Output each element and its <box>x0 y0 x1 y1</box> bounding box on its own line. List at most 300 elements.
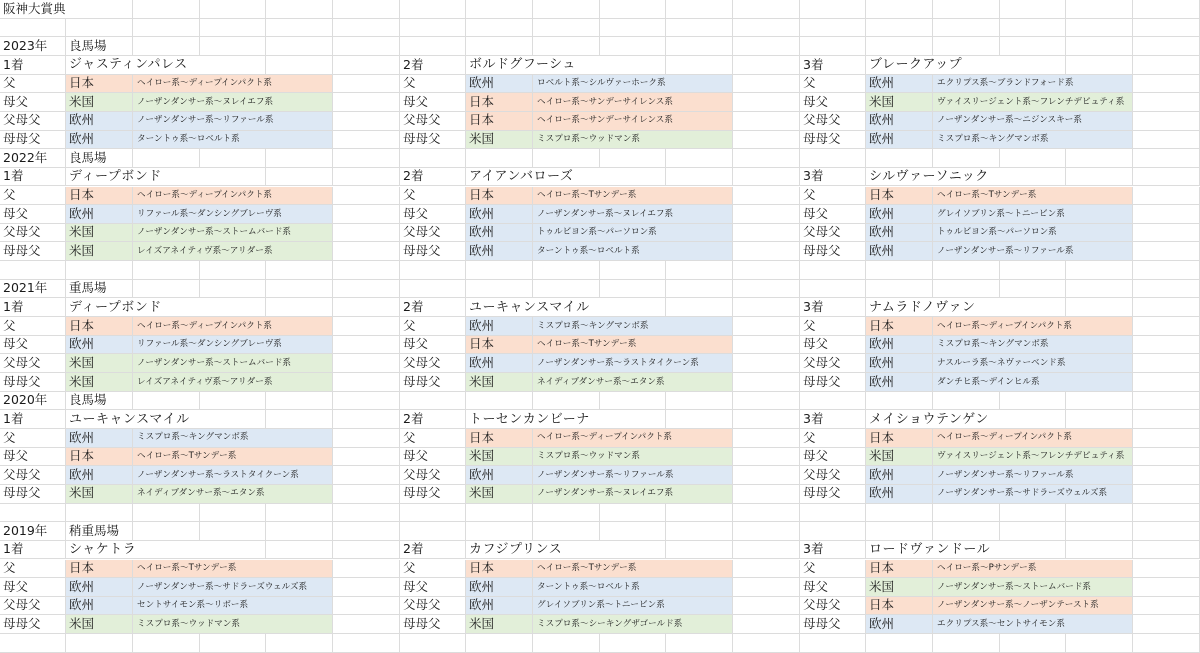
grid-cell[interactable] <box>1000 504 1066 523</box>
track-condition[interactable]: 重馬場 <box>66 280 133 299</box>
region-cell[interactable]: 米国 <box>466 615 533 634</box>
sire-line-cell[interactable]: ノーザンダンサー系〜ストームバード系 <box>133 224 333 243</box>
sire-line-cell[interactable]: リファール系〜ダンシングブレーヴ系 <box>133 336 333 355</box>
sire-line-cell[interactable]: ナスルーラ系〜ネヴァーベンド系 <box>933 354 1133 373</box>
pedigree-relation[interactable]: 母父 <box>800 93 866 112</box>
grid-cell[interactable] <box>1066 37 1133 56</box>
grid-cell[interactable] <box>133 522 200 541</box>
grid-cell[interactable] <box>1133 410 1200 429</box>
finish-place[interactable]: 3着 <box>800 410 866 429</box>
finish-place[interactable]: 3着 <box>800 541 866 560</box>
grid-cell[interactable] <box>266 0 333 19</box>
region-cell[interactable]: 米国 <box>466 131 533 150</box>
grid-cell[interactable] <box>600 280 666 299</box>
grid-cell[interactable] <box>933 522 1000 541</box>
sire-line-cell[interactable]: ヴァイスリージェント系〜フレンチデピュティ系 <box>933 448 1133 467</box>
grid-cell[interactable] <box>733 19 800 38</box>
track-condition[interactable]: 良馬場 <box>66 149 133 168</box>
sire-line-cell[interactable]: グレイソブリン系〜トニービン系 <box>933 205 1133 224</box>
grid-cell[interactable] <box>133 0 200 19</box>
grid-cell[interactable] <box>1133 317 1200 336</box>
region-cell[interactable]: 欧州 <box>866 224 933 243</box>
grid-cell[interactable] <box>866 19 933 38</box>
grid-cell[interactable] <box>1066 392 1133 411</box>
grid-cell[interactable] <box>466 19 533 38</box>
grid-cell[interactable] <box>333 541 400 560</box>
grid-cell[interactable] <box>666 168 733 187</box>
region-cell[interactable]: 欧州 <box>866 615 933 634</box>
region-cell[interactable]: 欧州 <box>66 336 133 355</box>
region-cell[interactable]: 米国 <box>866 93 933 112</box>
sire-line-cell[interactable]: ノーザンダンサー系〜リファール系 <box>133 112 333 131</box>
grid-cell[interactable] <box>1066 541 1133 560</box>
horse-name[interactable]: トーセンカンビーナ <box>466 410 666 429</box>
grid-cell[interactable] <box>733 242 800 261</box>
grid-cell[interactable] <box>133 392 200 411</box>
grid-cell[interactable] <box>866 504 933 523</box>
horse-name[interactable]: ディープボンド <box>66 298 266 317</box>
grid-cell[interactable] <box>1133 392 1200 411</box>
pedigree-relation[interactable]: 母母父 <box>400 242 466 261</box>
region-cell[interactable]: 米国 <box>466 448 533 467</box>
grid-cell[interactable] <box>266 19 333 38</box>
grid-cell[interactable] <box>1066 19 1133 38</box>
grid-cell[interactable] <box>733 336 800 355</box>
grid-cell[interactable] <box>733 317 800 336</box>
sire-line-cell[interactable]: ミスプロ系〜シーキングザゴールド系 <box>533 615 733 634</box>
grid-cell[interactable] <box>266 504 333 523</box>
pedigree-relation[interactable]: 父 <box>0 75 66 94</box>
pedigree-relation[interactable]: 母母父 <box>400 131 466 150</box>
grid-cell[interactable] <box>1000 0 1066 19</box>
sire-line-cell[interactable]: ヘイロー系〜サンデーサイレンス系 <box>533 112 733 131</box>
grid-cell[interactable] <box>333 429 400 448</box>
region-cell[interactable]: 欧州 <box>466 466 533 485</box>
grid-cell[interactable] <box>333 112 400 131</box>
sire-line-cell[interactable]: ミスプロ系〜ウッドマン系 <box>533 448 733 467</box>
grid-cell[interactable] <box>333 187 400 206</box>
grid-cell[interactable] <box>666 522 733 541</box>
grid-cell[interactable] <box>733 75 800 94</box>
grid-cell[interactable] <box>1000 37 1066 56</box>
pedigree-relation[interactable]: 父母父 <box>0 597 66 616</box>
pedigree-relation[interactable]: 母母父 <box>800 242 866 261</box>
sire-line-cell[interactable]: ヘイロー系〜Tサンデー系 <box>133 448 333 467</box>
region-cell[interactable]: 日本 <box>466 560 533 579</box>
grid-cell[interactable] <box>133 149 200 168</box>
grid-cell[interactable] <box>733 37 800 56</box>
grid-cell[interactable] <box>733 504 800 523</box>
track-condition[interactable]: 稍重馬場 <box>66 522 133 541</box>
region-cell[interactable]: 米国 <box>66 615 133 634</box>
grid-cell[interactable] <box>333 578 400 597</box>
year-label[interactable]: 2023年 <box>0 37 66 56</box>
grid-cell[interactable] <box>933 261 1000 280</box>
grid-cell[interactable] <box>533 280 600 299</box>
grid-cell[interactable] <box>333 168 400 187</box>
pedigree-relation[interactable]: 母父 <box>400 578 466 597</box>
finish-place[interactable]: 1着 <box>0 298 66 317</box>
sire-line-cell[interactable]: トゥルビヨン系〜パーソロン系 <box>533 224 733 243</box>
region-cell[interactable]: 欧州 <box>866 373 933 392</box>
pedigree-relation[interactable]: 父母父 <box>0 112 66 131</box>
grid-cell[interactable] <box>133 37 200 56</box>
finish-place[interactable]: 2着 <box>400 541 466 560</box>
region-cell[interactable]: 欧州 <box>466 205 533 224</box>
grid-cell[interactable] <box>333 131 400 150</box>
sire-line-cell[interactable]: ネイディブダンサー系〜エタン系 <box>133 485 333 504</box>
grid-cell[interactable] <box>1066 280 1133 299</box>
sire-line-cell[interactable]: ノーザンダンサー系〜ニジンスキー系 <box>933 112 1133 131</box>
grid-cell[interactable] <box>1000 392 1066 411</box>
region-cell[interactable]: 米国 <box>466 485 533 504</box>
grid-cell[interactable] <box>733 485 800 504</box>
grid-cell[interactable] <box>466 0 533 19</box>
grid-cell[interactable] <box>200 0 266 19</box>
sire-line-cell[interactable]: ミスプロ系〜ウッドマン系 <box>533 131 733 150</box>
grid-cell[interactable] <box>733 0 800 19</box>
region-cell[interactable]: 日本 <box>66 317 133 336</box>
grid-cell[interactable] <box>666 298 733 317</box>
finish-place[interactable]: 1着 <box>0 56 66 75</box>
region-cell[interactable]: 欧州 <box>466 578 533 597</box>
grid-cell[interactable] <box>1133 615 1200 634</box>
horse-name[interactable]: ボルドグフーシュ <box>466 56 666 75</box>
grid-cell[interactable] <box>800 392 866 411</box>
pedigree-relation[interactable]: 母父 <box>400 336 466 355</box>
grid-cell[interactable] <box>533 0 600 19</box>
pedigree-relation[interactable]: 父母父 <box>400 354 466 373</box>
grid-cell[interactable] <box>666 541 733 560</box>
grid-cell[interactable] <box>0 504 66 523</box>
grid-cell[interactable] <box>466 522 533 541</box>
grid-cell[interactable] <box>200 392 266 411</box>
pedigree-relation[interactable]: 母母父 <box>800 373 866 392</box>
pedigree-relation[interactable]: 父 <box>800 560 866 579</box>
finish-place[interactable]: 1着 <box>0 541 66 560</box>
sire-line-cell[interactable]: ネイディブダンサー系〜エタン系 <box>533 373 733 392</box>
sire-line-cell[interactable]: ダンチヒ系〜デインヒル系 <box>933 373 1133 392</box>
region-cell[interactable]: 日本 <box>466 93 533 112</box>
sire-line-cell[interactable]: ターントゥ系〜ロベルト系 <box>533 578 733 597</box>
region-cell[interactable]: 欧州 <box>66 112 133 131</box>
grid-cell[interactable] <box>666 0 733 19</box>
grid-cell[interactable] <box>333 261 400 280</box>
pedigree-relation[interactable]: 母父 <box>400 205 466 224</box>
pedigree-relation[interactable]: 父 <box>800 187 866 206</box>
grid-cell[interactable] <box>1133 466 1200 485</box>
horse-name[interactable]: ブレークアップ <box>866 56 1066 75</box>
sire-line-cell[interactable]: ノーザンダンサー系〜ヌレイエフ系 <box>133 93 333 112</box>
grid-cell[interactable] <box>866 280 933 299</box>
grid-cell[interactable] <box>133 280 200 299</box>
pedigree-relation[interactable]: 母父 <box>0 205 66 224</box>
grid-cell[interactable] <box>1133 19 1200 38</box>
region-cell[interactable]: 欧州 <box>66 205 133 224</box>
region-cell[interactable]: 米国 <box>866 448 933 467</box>
region-cell[interactable]: 米国 <box>466 373 533 392</box>
grid-cell[interactable] <box>666 149 733 168</box>
region-cell[interactable]: 欧州 <box>866 466 933 485</box>
horse-name[interactable]: ディープボンド <box>66 168 266 187</box>
sire-line-cell[interactable]: ノーザンダンサー系〜ノーザンテースト系 <box>933 597 1133 616</box>
grid-cell[interactable] <box>666 261 733 280</box>
grid-cell[interactable] <box>533 392 600 411</box>
grid-cell[interactable] <box>1133 504 1200 523</box>
grid-cell[interactable] <box>266 261 333 280</box>
grid-cell[interactable] <box>733 298 800 317</box>
horse-name[interactable]: メイショウテンゲン <box>866 410 1066 429</box>
grid-cell[interactable] <box>1000 149 1066 168</box>
pedigree-relation[interactable]: 父母父 <box>800 112 866 131</box>
grid-cell[interactable] <box>600 0 666 19</box>
region-cell[interactable]: 欧州 <box>66 466 133 485</box>
grid-cell[interactable] <box>733 448 800 467</box>
region-cell[interactable]: 米国 <box>66 242 133 261</box>
grid-cell[interactable] <box>733 429 800 448</box>
pedigree-relation[interactable]: 母母父 <box>400 485 466 504</box>
grid-cell[interactable] <box>733 466 800 485</box>
pedigree-relation[interactable]: 父 <box>400 429 466 448</box>
sire-line-cell[interactable]: ヘイロー系〜Tサンデー系 <box>533 187 733 206</box>
grid-cell[interactable] <box>266 56 333 75</box>
grid-cell[interactable] <box>1133 0 1200 19</box>
region-cell[interactable]: 米国 <box>66 373 133 392</box>
grid-cell[interactable] <box>1133 522 1200 541</box>
grid-cell[interactable] <box>466 261 533 280</box>
region-cell[interactable]: 欧州 <box>466 224 533 243</box>
grid-cell[interactable] <box>866 261 933 280</box>
grid-cell[interactable] <box>133 19 200 38</box>
grid-cell[interactable] <box>1133 429 1200 448</box>
grid-cell[interactable] <box>933 0 1000 19</box>
region-cell[interactable]: 欧州 <box>466 75 533 94</box>
grid-cell[interactable] <box>1000 280 1066 299</box>
year-label[interactable]: 2020年 <box>0 392 66 411</box>
grid-cell[interactable] <box>600 392 666 411</box>
grid-cell[interactable] <box>266 37 333 56</box>
sire-line-cell[interactable]: エクリプス系〜セントサイモン系 <box>933 615 1133 634</box>
grid-cell[interactable] <box>266 149 333 168</box>
grid-cell[interactable] <box>800 149 866 168</box>
grid-cell[interactable] <box>600 149 666 168</box>
sire-line-cell[interactable]: ヘイロー系〜ディープインパクト系 <box>533 429 733 448</box>
grid-cell[interactable] <box>733 522 800 541</box>
grid-cell[interactable] <box>933 37 1000 56</box>
grid-cell[interactable] <box>933 19 1000 38</box>
region-cell[interactable]: 日本 <box>866 560 933 579</box>
region-cell[interactable]: 欧州 <box>66 578 133 597</box>
sire-line-cell[interactable]: ヘイロー系〜ディープインパクト系 <box>133 187 333 206</box>
grid-cell[interactable] <box>733 354 800 373</box>
horse-name[interactable]: シャケトラ <box>66 541 266 560</box>
grid-cell[interactable] <box>733 112 800 131</box>
grid-cell[interactable] <box>933 392 1000 411</box>
grid-cell[interactable] <box>733 149 800 168</box>
sire-line-cell[interactable]: ターントゥ系〜ロベルト系 <box>533 242 733 261</box>
pedigree-relation[interactable]: 母父 <box>400 448 466 467</box>
finish-place[interactable]: 1着 <box>0 410 66 429</box>
region-cell[interactable]: 欧州 <box>866 354 933 373</box>
grid-cell[interactable] <box>333 392 400 411</box>
grid-cell[interactable] <box>800 37 866 56</box>
grid-cell[interactable] <box>1133 298 1200 317</box>
pedigree-relation[interactable]: 母母父 <box>800 131 866 150</box>
sire-line-cell[interactable]: ヘイロー系〜ディープインパクト系 <box>133 75 333 94</box>
grid-cell[interactable] <box>400 149 466 168</box>
grid-cell[interactable] <box>333 354 400 373</box>
pedigree-relation[interactable]: 父母父 <box>400 597 466 616</box>
sire-line-cell[interactable]: ヘイロー系〜Tサンデー系 <box>533 336 733 355</box>
region-cell[interactable]: 欧州 <box>66 131 133 150</box>
pedigree-relation[interactable]: 母父 <box>800 448 866 467</box>
grid-cell[interactable] <box>866 522 933 541</box>
region-cell[interactable]: 欧州 <box>866 485 933 504</box>
grid-cell[interactable] <box>1133 261 1200 280</box>
horse-name[interactable]: ナムラドノヴァン <box>866 298 1066 317</box>
grid-cell[interactable] <box>1133 336 1200 355</box>
track-condition[interactable]: 良馬場 <box>66 392 133 411</box>
grid-cell[interactable] <box>200 504 266 523</box>
pedigree-relation[interactable]: 母父 <box>800 578 866 597</box>
grid-cell[interactable] <box>466 392 533 411</box>
pedigree-relation[interactable]: 父 <box>400 560 466 579</box>
grid-cell[interactable] <box>666 19 733 38</box>
track-condition[interactable]: 良馬場 <box>66 37 133 56</box>
grid-cell[interactable] <box>333 149 400 168</box>
sheet-title[interactable]: 阪神大賞典 <box>0 0 133 19</box>
horse-name[interactable]: ジャスティンパレス <box>66 56 266 75</box>
pedigree-relation[interactable]: 母母父 <box>0 131 66 150</box>
grid-cell[interactable] <box>200 522 266 541</box>
sire-line-cell[interactable]: ミスプロ系〜ウッドマン系 <box>133 615 333 634</box>
horse-name[interactable]: アイアンバローズ <box>466 168 666 187</box>
grid-cell[interactable] <box>800 504 866 523</box>
grid-cell[interactable] <box>1133 280 1200 299</box>
region-cell[interactable]: 欧州 <box>866 112 933 131</box>
grid-cell[interactable] <box>1000 19 1066 38</box>
grid-cell[interactable] <box>866 392 933 411</box>
grid-cell[interactable] <box>1066 56 1133 75</box>
finish-place[interactable]: 2着 <box>400 56 466 75</box>
pedigree-relation[interactable]: 父母父 <box>800 466 866 485</box>
grid-cell[interactable] <box>333 317 400 336</box>
sire-line-cell[interactable]: ミスプロ系〜キングマンボ系 <box>133 429 333 448</box>
grid-cell[interactable] <box>666 504 733 523</box>
grid-cell[interactable] <box>466 149 533 168</box>
year-label[interactable]: 2021年 <box>0 280 66 299</box>
grid-cell[interactable] <box>333 448 400 467</box>
grid-cell[interactable] <box>66 19 133 38</box>
grid-cell[interactable] <box>600 19 666 38</box>
region-cell[interactable]: 日本 <box>866 429 933 448</box>
grid-cell[interactable] <box>1133 56 1200 75</box>
grid-cell[interactable] <box>333 410 400 429</box>
grid-cell[interactable] <box>1066 410 1133 429</box>
grid-cell[interactable] <box>333 560 400 579</box>
sire-line-cell[interactable]: ノーザンダンサー系〜サドラーズウェルズ系 <box>933 485 1133 504</box>
grid-cell[interactable] <box>400 522 466 541</box>
pedigree-relation[interactable]: 父 <box>400 187 466 206</box>
pedigree-relation[interactable]: 母母父 <box>400 373 466 392</box>
region-cell[interactable]: 日本 <box>66 448 133 467</box>
pedigree-relation[interactable]: 父 <box>0 187 66 206</box>
sire-line-cell[interactable]: ノーザンダンサー系〜リファール系 <box>533 466 733 485</box>
grid-cell[interactable] <box>866 0 933 19</box>
region-cell[interactable]: 米国 <box>66 224 133 243</box>
grid-cell[interactable] <box>333 75 400 94</box>
pedigree-relation[interactable]: 父 <box>800 429 866 448</box>
grid-cell[interactable] <box>333 205 400 224</box>
grid-cell[interactable] <box>200 37 266 56</box>
sire-line-cell[interactable]: ロベルト系〜シルヴァーホーク系 <box>533 75 733 94</box>
grid-cell[interactable] <box>733 261 800 280</box>
grid-cell[interactable] <box>733 578 800 597</box>
region-cell[interactable]: 欧州 <box>66 429 133 448</box>
grid-cell[interactable] <box>533 37 600 56</box>
region-cell[interactable]: 欧州 <box>866 205 933 224</box>
grid-cell[interactable] <box>733 615 800 634</box>
grid-cell[interactable] <box>1133 187 1200 206</box>
grid-cell[interactable] <box>266 280 333 299</box>
pedigree-relation[interactable]: 父母父 <box>400 224 466 243</box>
region-cell[interactable]: 欧州 <box>466 597 533 616</box>
grid-cell[interactable] <box>266 298 333 317</box>
sire-line-cell[interactable]: ヘイロー系〜ディープインパクト系 <box>933 317 1133 336</box>
grid-cell[interactable] <box>600 504 666 523</box>
region-cell[interactable]: 欧州 <box>466 242 533 261</box>
grid-cell[interactable] <box>333 298 400 317</box>
grid-cell[interactable] <box>1133 112 1200 131</box>
pedigree-relation[interactable]: 母父 <box>800 336 866 355</box>
finish-place[interactable]: 3着 <box>800 168 866 187</box>
region-cell[interactable]: 日本 <box>866 597 933 616</box>
grid-cell[interactable] <box>733 373 800 392</box>
sire-line-cell[interactable]: ヘイロー系〜Tサンデー系 <box>533 560 733 579</box>
grid-cell[interactable] <box>333 37 400 56</box>
grid-cell[interactable] <box>666 280 733 299</box>
grid-cell[interactable] <box>733 56 800 75</box>
grid-cell[interactable] <box>1066 168 1133 187</box>
sire-line-cell[interactable]: ノーザンダンサー系〜リファール系 <box>933 242 1133 261</box>
grid-cell[interactable] <box>600 37 666 56</box>
horse-name[interactable]: ユーキャンスマイル <box>466 298 666 317</box>
sire-line-cell[interactable]: ヘイロー系〜サンデーサイレンス系 <box>533 93 733 112</box>
sire-line-cell[interactable]: ミスプロ系〜キングマンボ系 <box>533 317 733 336</box>
region-cell[interactable]: 米国 <box>66 354 133 373</box>
sire-line-cell[interactable]: ヴァイスリージェント系〜フレンチデピュティ系 <box>933 93 1133 112</box>
grid-cell[interactable] <box>400 261 466 280</box>
grid-cell[interactable] <box>1133 448 1200 467</box>
year-label[interactable]: 2019年 <box>0 522 66 541</box>
grid-cell[interactable] <box>933 149 1000 168</box>
pedigree-relation[interactable]: 母母父 <box>0 615 66 634</box>
grid-cell[interactable] <box>1133 131 1200 150</box>
grid-cell[interactable] <box>933 504 1000 523</box>
grid-cell[interactable] <box>333 522 400 541</box>
grid-cell[interactable] <box>1000 522 1066 541</box>
pedigree-relation[interactable]: 母母父 <box>0 373 66 392</box>
grid-cell[interactable] <box>933 280 1000 299</box>
sire-line-cell[interactable]: ノーザンダンサー系〜ヌレイエフ系 <box>533 485 733 504</box>
finish-place[interactable]: 1着 <box>0 168 66 187</box>
pedigree-relation[interactable]: 父母父 <box>800 354 866 373</box>
pedigree-relation[interactable]: 母父 <box>0 448 66 467</box>
grid-cell[interactable] <box>1133 37 1200 56</box>
region-cell[interactable]: 日本 <box>866 317 933 336</box>
region-cell[interactable]: 欧州 <box>866 75 933 94</box>
grid-cell[interactable] <box>1000 261 1066 280</box>
